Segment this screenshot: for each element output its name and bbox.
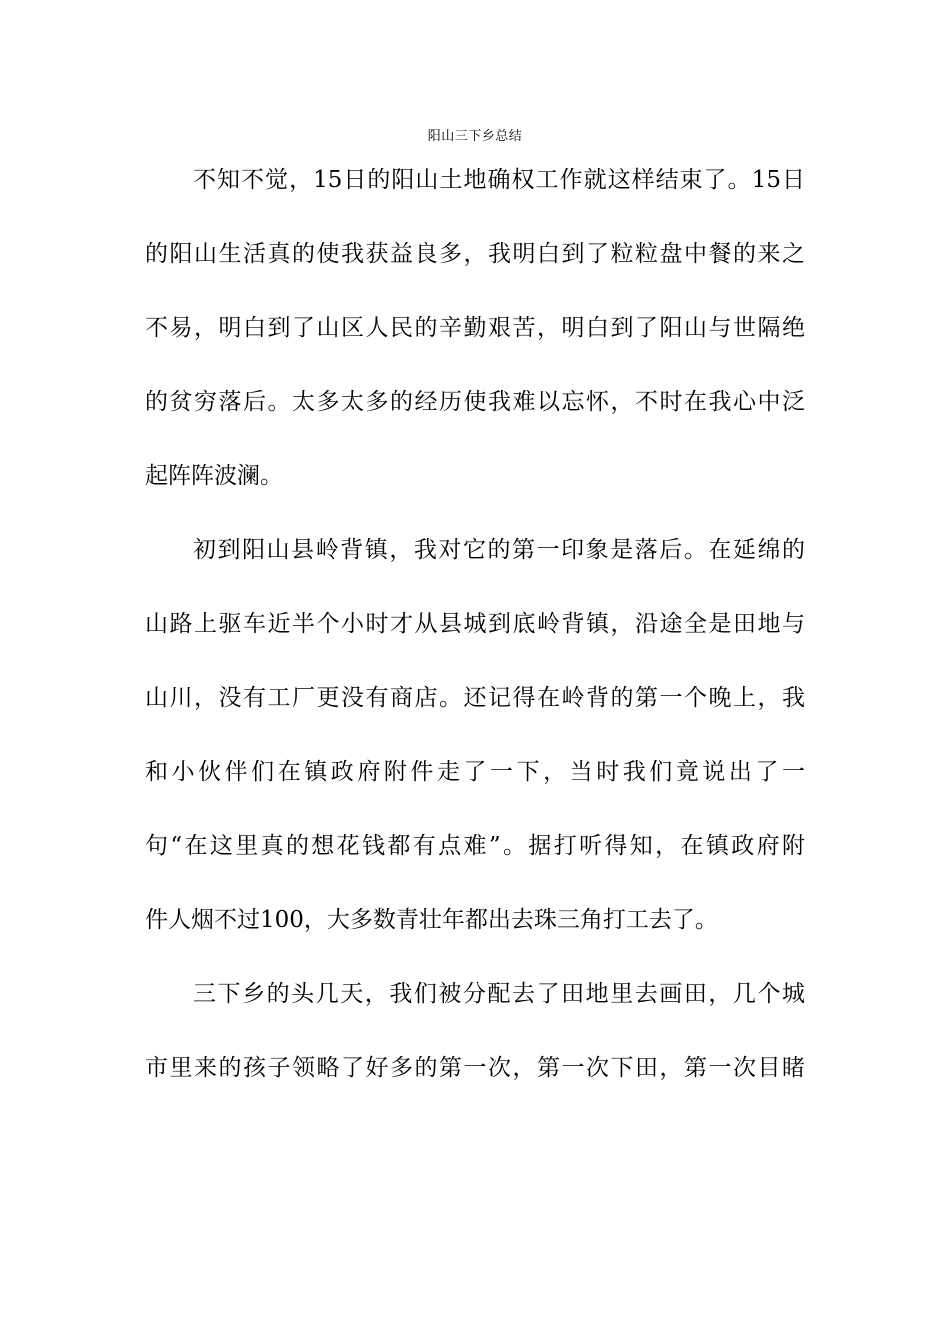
text-line: 不知不觉，15日的阳山土地确权工作就这样结束了。15日 xyxy=(193,167,805,193)
text-line: 起阵阵波澜。 xyxy=(145,463,283,489)
text-line: 初到阳山县岭背镇，我对它的第一印象是落后。在延绵的 xyxy=(193,537,805,563)
text-line: 市里来的孩子领略了好多的第一次，第一次下田，第一次目睹 xyxy=(145,1055,805,1081)
text-line: 三下乡的头几天，我们被分配去了田地里去画田，几个城 xyxy=(193,981,805,1007)
text-line: 山路上驱车近半个小时才从县城到底岭背镇，沿途全是田地与 xyxy=(145,611,805,637)
text-line: 句“在这里真的想花钱都有点难”。据打听得知，在镇政府附 xyxy=(145,833,805,859)
text-line: 山川，没有工厂更没有商店。还记得在岭背的第一个晚上，我 xyxy=(145,685,805,711)
text-line: 和小伙伴们在镇政府附件走了一下，当时我们竟说出了一 xyxy=(145,759,805,785)
text-line: 件人烟不过100，大多数青壮年都出去珠三角打工去了。 xyxy=(145,907,718,933)
document-title: 阳山三下乡总结 xyxy=(427,129,523,144)
text-line: 的贫穷落后。太多太多的经历使我难以忘怀，不时在我心中泛 xyxy=(145,389,805,415)
text-line: 不易，明白到了山区人民的辛勤艰苦，明白到了阳山与世隔绝 xyxy=(145,315,805,341)
text-line: 的阳山生活真的使我获益良多，我明白到了粒粒盘中餐的来之 xyxy=(145,241,805,267)
